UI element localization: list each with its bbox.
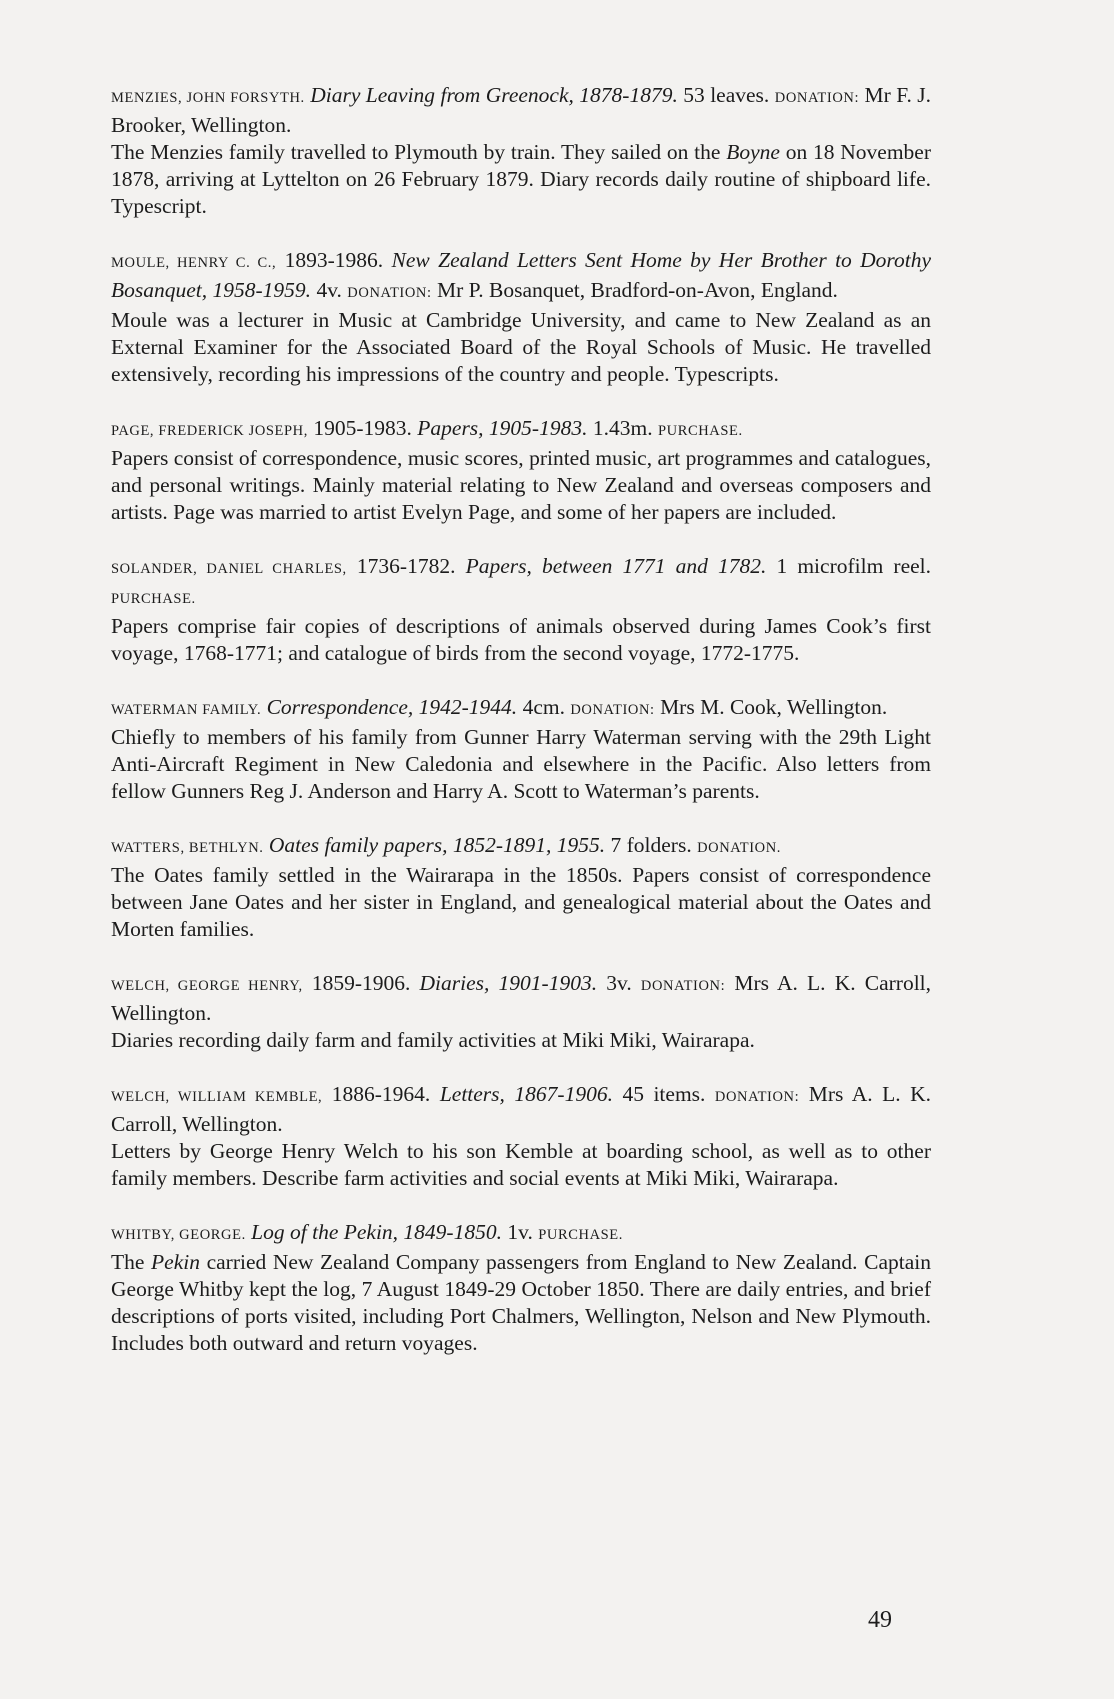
entry-acquisition: DONATION. xyxy=(697,840,782,856)
description-text: Letters by George Henry Welch to his son Kemble at boarding school, as well as to other family members. Describe farm activities and social events at Miki Miki, Wairarapa. xyxy=(111,1139,931,1190)
entry-acquisition: PURCHASE. xyxy=(111,591,196,607)
entry-name: MENZIES, JOHN FORSYTH. xyxy=(111,90,305,106)
entry-name: MOULE, HENRY C. C., xyxy=(111,255,277,271)
catalogue-entry xyxy=(111,82,931,220)
page-number: 49 xyxy=(868,1607,892,1633)
entry-name: WHITBY, GEORGE. xyxy=(111,1227,246,1243)
entry-heading xyxy=(111,415,931,445)
entry-extent: 53 leaves. xyxy=(683,83,770,107)
entry-extent: 1.43m. xyxy=(592,416,653,440)
description-text: Chiefly to members of his family from Gunner Harry Waterman serving with the 29th Light Anti-Aircraft Regiment in New Caledonia and elsewhere in the Pacific. Also letters from fellow Gunners Reg J. Anderson and Harry A. Scott to Waterman’s parents. xyxy=(111,725,931,803)
entry-acquisition: DONATION: xyxy=(774,90,860,106)
entry-heading xyxy=(111,1081,931,1138)
catalogue-entry xyxy=(111,832,931,943)
catalogue-entry xyxy=(111,415,931,526)
entry-extent: 7 folders. xyxy=(610,833,692,857)
entry-title: Oates family papers, 1852-1891, 1955. xyxy=(268,833,606,857)
entry-acquisition: DONATION: xyxy=(640,978,726,994)
description-text: The Menzies family travelled to Plymouth by train. They sailed on the xyxy=(111,140,727,164)
entry-dates: 1905-1983. xyxy=(313,416,412,440)
description-text: Boyne xyxy=(726,140,780,164)
entry-name: WATTERS, BETHLYN. xyxy=(111,840,264,856)
catalogue-entry xyxy=(111,694,931,805)
entry-extent: 4cm. xyxy=(522,695,565,719)
entry-description xyxy=(111,445,931,526)
entry-description xyxy=(111,1027,931,1054)
entry-title: Papers, between 1771 and 1782. xyxy=(465,554,767,578)
entry-description xyxy=(111,724,931,805)
catalogue-entries xyxy=(111,82,931,1384)
entry-description xyxy=(111,1249,931,1357)
entry-heading xyxy=(111,82,931,139)
entry-acquisition-source: Mr P. Bosanquet, Bradford-on-Avon, England. xyxy=(437,278,838,302)
entry-acquisition: DONATION: xyxy=(714,1089,800,1105)
entry-title: Letters, 1867-1906. xyxy=(439,1082,613,1106)
entry-acquisition-source: Mrs A. L. K. Carroll, Wellington. xyxy=(111,971,932,1025)
entry-acquisition: DONATION: xyxy=(347,285,432,301)
entry-name: SOLANDER, DANIEL CHARLES, xyxy=(111,561,347,577)
entry-extent: 1 microfilm reel. xyxy=(776,554,932,578)
entry-title: Log of the Pekin, 1849-1850. xyxy=(251,1220,502,1244)
description-text: Moule was a lecturer in Music at Cambridge University, and came to New Zealand as an External Examiner for the Associated Board of the Royal Schools of Music. He travelled extensively, recording his impressions of the country and people. Typescripts. xyxy=(111,308,931,386)
entry-name: WATERMAN FAMILY. xyxy=(111,702,262,718)
entry-title: Diary Leaving from Greenock, 1878-1879. xyxy=(310,83,678,107)
entry-heading xyxy=(111,970,931,1027)
description-text: Pekin xyxy=(151,1250,200,1274)
entry-title: Correspondence, 1942-1944. xyxy=(266,695,518,719)
entry-title: New Zealand Letters Sent Home by Her Brother to Dorothy Bosanquet, 1958-1959. xyxy=(111,248,932,302)
entry-heading xyxy=(111,694,931,724)
entry-dates: 1859-1906. xyxy=(311,971,411,995)
entry-description xyxy=(111,862,931,943)
entry-dates: 1736-1782. xyxy=(356,554,456,578)
entry-name: WELCH, WILLIAM KEMBLE, xyxy=(111,1089,323,1105)
catalogue-entry xyxy=(111,1219,931,1357)
entry-dates: 1893-1986. xyxy=(284,248,384,272)
catalogue-entry xyxy=(111,970,931,1054)
entry-description xyxy=(111,613,931,667)
entry-dates: 1886-1964. xyxy=(331,1082,431,1106)
entry-extent: 1v. xyxy=(507,1220,533,1244)
catalogue-entry xyxy=(111,553,931,667)
entry-extent: 4v. xyxy=(316,278,342,302)
description-text: The xyxy=(111,1250,152,1274)
entry-description xyxy=(111,307,931,388)
entry-name: PAGE, FREDERICK JOSEPH, xyxy=(111,423,308,439)
catalogue-entry xyxy=(111,1081,931,1192)
entry-extent: 45 items. xyxy=(622,1082,706,1106)
description-text: Papers consist of correspondence, music scores, printed music, art programmes and catalogues, and personal writings. Mainly material relating to New Zealand and overseas composers and artists. Page was married to artist Evelyn Page, and some of her papers are included. xyxy=(111,446,931,524)
entry-name: WELCH, GEORGE HENRY, xyxy=(111,978,303,994)
entry-acquisition-source: Mr F. J. Brooker, Wellington. xyxy=(111,83,932,137)
entry-heading xyxy=(111,247,931,307)
entry-extent: 3v. xyxy=(606,971,632,995)
description-text: on 18 November 1878, arriving at Lyttelton on 26 February 1879. Diary records daily routine of shipboard life. Typescript. xyxy=(111,140,932,218)
entry-heading xyxy=(111,1219,931,1249)
description-text: Diaries recording daily farm and family activities at Miki Miki, Wairarapa. xyxy=(111,1028,755,1052)
description-text: The Oates family settled in the Wairarapa in the 1850s. Papers consist of correspondence between Jane Oates and her sister in England, and genealogical material about the Oates and Morten families. xyxy=(111,863,931,941)
entry-acquisition: PURCHASE. xyxy=(657,423,743,439)
catalogue-entry xyxy=(111,247,931,388)
entry-acquisition-source: Mrs M. Cook, Wellington. xyxy=(660,695,888,719)
entry-heading xyxy=(111,553,931,613)
description-text: Papers comprise fair copies of descriptions of animals observed during James Cook’s first voyage, 1768-1771; and catalogue of birds from the second voyage, 1772-1775. xyxy=(111,614,931,665)
entry-title: Diaries, 1901-1903. xyxy=(419,971,598,995)
entry-description xyxy=(111,139,931,220)
entry-acquisition: DONATION: xyxy=(570,702,655,718)
entry-acquisition-source: Mrs A. L. K. Carroll, Wellington. xyxy=(111,1082,932,1136)
entry-heading xyxy=(111,832,931,862)
entry-description xyxy=(111,1138,931,1192)
entry-title: Papers, 1905-1983. xyxy=(417,416,588,440)
description-text: carried New Zealand Company passengers from England to New Zealand. Captain George Whitby kept the log, 7 August 1849-29 October 1850. There are daily entries, and brief descriptions of ports visited, including Port Chalmers, Wellington, Nelson and New Plymouth. Includes both outward and return voyages. xyxy=(111,1250,931,1355)
entry-acquisition: PURCHASE. xyxy=(538,1227,623,1243)
